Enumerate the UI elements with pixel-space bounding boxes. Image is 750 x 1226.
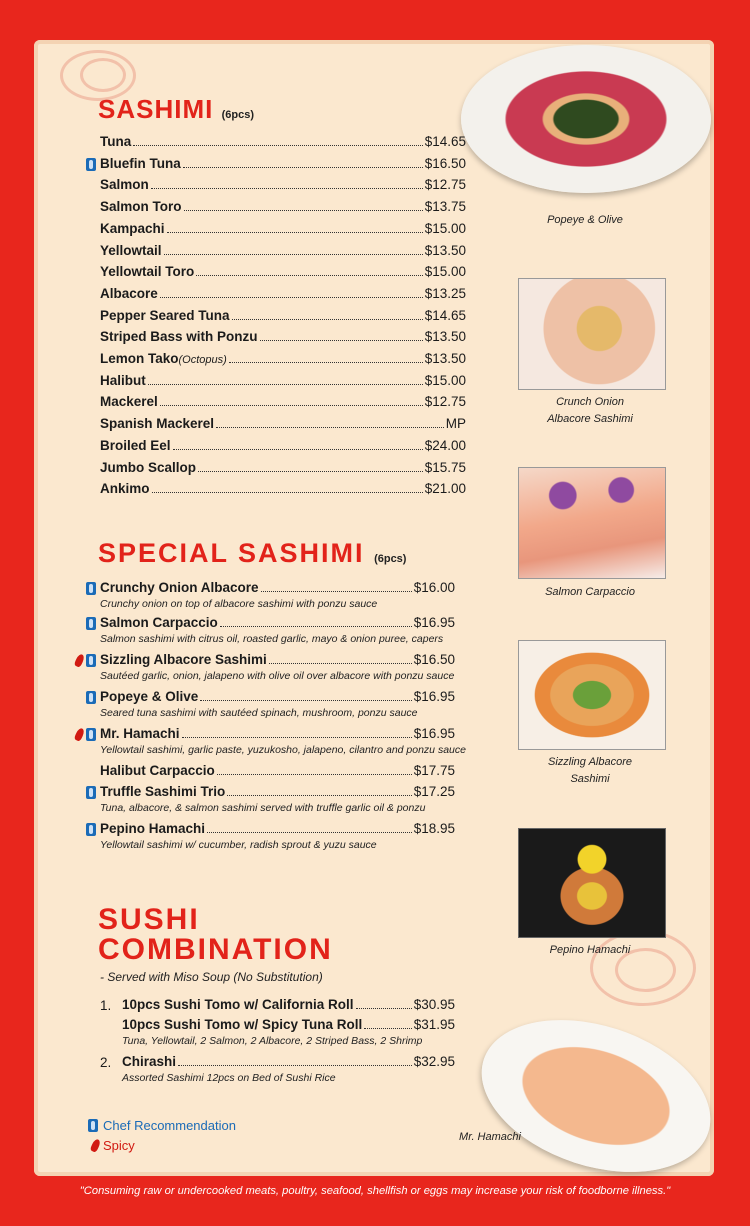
item-price: $24.00 (424, 437, 466, 453)
item-price: $16.00 (413, 580, 455, 595)
item-name: Jumbo Scallop (100, 459, 197, 475)
chef-recommendation-icon (86, 582, 96, 595)
leader-dots (198, 471, 423, 472)
leader-dots (232, 319, 423, 320)
chef-recommendation-icon (86, 158, 96, 171)
leader-dots (356, 1008, 412, 1009)
sashimi-item (100, 416, 466, 431)
item-name: Lemon Tako (100, 351, 179, 366)
item-price: $13.50 (424, 351, 466, 366)
leader-dots (178, 1065, 412, 1066)
sashimi-item (100, 221, 466, 236)
combo-item1a (122, 997, 455, 1012)
item-name: Popeye & Olive (100, 689, 199, 704)
leader-dots (182, 737, 412, 738)
item-description: Seared tuna sashimi with sautéed spinach, mushroom, ponzu sauce (100, 707, 418, 719)
sashimi-item (100, 199, 466, 214)
item-price: $15.00 (424, 372, 466, 388)
item-name: Spanish Mackerel (100, 416, 215, 432)
item-price: $15.00 (424, 220, 466, 236)
item-name: Crunchy Onion Albacore (100, 580, 259, 595)
item-name: Salmon (100, 177, 149, 193)
legend-spicy-label: Spicy (103, 1138, 135, 1153)
item-price: $13.75 (424, 199, 466, 215)
sashimi-pcs: (6pcs) (221, 109, 254, 121)
leader-dots (196, 275, 422, 276)
item-name: Mackerel (100, 394, 158, 410)
item-name: Albacore (100, 285, 158, 301)
sashimi-item (100, 460, 466, 475)
sashimi-item (100, 286, 466, 301)
item-name: Pepper Seared Tuna (100, 307, 230, 323)
special-item (100, 652, 455, 667)
item-name: Salmon Carpaccio (100, 615, 218, 630)
combo-item1b-price: $31.95 (413, 1017, 455, 1032)
caption-sizzling-line1: Sizzling Albacore (548, 756, 632, 768)
item-price: $14.65 (424, 134, 466, 149)
sashimi-item (100, 243, 466, 258)
sashimi-item (100, 264, 466, 279)
item-price: $15.75 (424, 459, 466, 475)
caption-salmon: Salmon Carpaccio (545, 586, 635, 598)
item-description: Crunchy onion on top of albacore sashimi with ponzu sauce (100, 598, 378, 610)
leader-dots (207, 832, 412, 833)
caption-hamachi: Mr. Hamachi (459, 1131, 521, 1143)
chef-recommendation-icon (86, 786, 96, 799)
special-pcs: (6pcs) (374, 553, 407, 565)
combo-item1-number: 1. (100, 998, 112, 1013)
leader-dots (227, 795, 411, 796)
sashimi-item (100, 177, 466, 192)
item-price: $16.95 (413, 615, 455, 630)
combo-item2-name: Chirashi (122, 1054, 177, 1069)
leader-dots (260, 340, 423, 341)
combo-item1-desc: Tuna, Yellowtail, 2 Salmon, 2 Albacore, 2 Striped Bass, 2 Shrimp (122, 1035, 423, 1047)
special-item (100, 580, 455, 595)
item-name: Yellowtail Toro (100, 264, 195, 280)
leader-dots (217, 774, 412, 775)
combo-title-line1: SUSHI (98, 903, 200, 936)
item-price: $13.50 (424, 329, 466, 345)
item-name: Mr. Hamachi (100, 726, 180, 741)
item-price: $13.25 (424, 285, 466, 301)
sashimi-item (100, 134, 466, 149)
item-price: $13.50 (424, 242, 466, 258)
sashimi-item (100, 156, 466, 171)
item-name: Truffle Sashimi Trio (100, 784, 226, 799)
leader-dots (216, 427, 444, 428)
item-name: Salmon Toro (100, 199, 182, 215)
leader-dots (229, 362, 423, 363)
leader-dots (269, 663, 412, 664)
item-description: Yellowtail sashimi w/ cucumber, radish sprout & yuzu sauce (100, 839, 377, 851)
item-price: $16.95 (413, 726, 455, 741)
sashimi-title: SASHIMI (6pcs) (98, 94, 254, 124)
item-price: $16.50 (424, 155, 466, 171)
crunch-onion-photo (518, 278, 666, 390)
chef-recommendation-icon (86, 617, 96, 630)
combo-item2-price: $32.95 (413, 1054, 455, 1069)
combo-item1a-name: 10pcs Sushi Tomo w/ California Roll (122, 997, 354, 1012)
chef-recommendation-icon (86, 654, 96, 667)
item-price: $21.00 (424, 481, 466, 497)
item-name: Kampachi (100, 220, 165, 236)
leader-dots (261, 591, 412, 592)
leader-dots (133, 145, 422, 146)
item-price: $16.95 (413, 689, 455, 704)
leader-dots (184, 210, 423, 211)
food-safety-disclaimer: "Consuming raw or undercooked meats, poultry, seafood, shellfish or eggs may increase your risk of foodborne illness." (79, 1185, 671, 1197)
special-item (100, 763, 455, 778)
item-name: Sizzling Albacore Sashimi (100, 652, 267, 667)
item-price: $18.95 (413, 821, 455, 836)
popeye-olive-photo (461, 45, 711, 193)
leader-dots (173, 449, 423, 450)
item-name: Pepino Hamachi (100, 821, 206, 836)
leader-dots (151, 188, 423, 189)
chef-recommendation-icon (88, 1119, 98, 1132)
caption-pepino: Pepino Hamachi (549, 944, 631, 956)
combo-item1b (122, 1017, 455, 1032)
item-description: Yellowtail sashimi, garlic paste, yuzukosho, jalapeno, cilantro and ponzu sauce (100, 744, 466, 756)
item-name: Broiled Eel (100, 437, 171, 453)
item-price: $15.00 (424, 264, 466, 280)
leader-dots (148, 384, 423, 385)
combo-subtitle: - Served with Miso Soup (No Substitution) (100, 970, 323, 984)
item-price: $14.65 (424, 307, 466, 323)
sashimi-item (100, 394, 466, 409)
pepino-hamachi-photo (518, 828, 666, 938)
item-name: Yellowtail (100, 242, 162, 258)
item-name: Ankimo (100, 481, 150, 497)
item-description: Tuna, albacore, & salmon sashimi served with truffle garlic oil & ponzu (100, 802, 426, 814)
swirl-decoration (80, 58, 126, 92)
sashimi-item (100, 481, 466, 496)
leader-dots (200, 700, 411, 701)
leader-dots (160, 297, 423, 298)
leader-dots (160, 405, 423, 406)
special-item (100, 726, 455, 741)
item-description: Salmon sashimi with citrus oil, roasted garlic, mayo & onion puree, capers (100, 633, 444, 645)
item-price: $12.75 (424, 394, 466, 410)
item-price: $16.50 (413, 652, 455, 667)
special-item (100, 821, 455, 836)
item-price: $17.25 (413, 784, 455, 799)
sizzling-albacore-photo (518, 640, 666, 750)
sashimi-item (100, 373, 466, 388)
leader-dots (152, 492, 423, 493)
caption-popeye: Popeye & Olive (547, 214, 623, 226)
sashimi-item (100, 308, 466, 323)
item-name: Halibut (100, 372, 146, 388)
combo-title-line2: COMBINATION (98, 933, 333, 966)
sashimi-item (100, 351, 466, 366)
caption-crunch-line2: Albacore Sashimi (547, 413, 633, 425)
combo-item2-number: 2. (100, 1055, 112, 1070)
combo-item1a-price: $30.95 (413, 997, 455, 1012)
sashimi-item (100, 329, 466, 344)
item-price: $17.75 (413, 763, 455, 778)
special-sashimi-title: SPECIAL SASHIMI (6pcs) (98, 538, 407, 568)
leader-dots (220, 626, 412, 627)
leader-dots (164, 254, 423, 255)
item-description: Sautéed garlic, onion, jalapeno with olive oil over albacore with ponzu sauce (100, 670, 455, 682)
item-name: Tuna (100, 134, 132, 149)
special-item (100, 615, 455, 630)
caption-sizzling-line2: Sashimi (570, 773, 610, 785)
special-item (100, 689, 455, 704)
special-item (100, 784, 455, 799)
item-name: Bluefin Tuna (100, 155, 181, 171)
combo-item2-desc: Assorted Sashimi 12pcs on Bed of Sushi Rice (122, 1072, 336, 1084)
combo-item2 (122, 1054, 455, 1069)
item-name: Halibut Carpaccio (100, 763, 215, 778)
item-name: Striped Bass with Ponzu (100, 329, 258, 345)
item-note: (Octopus) (178, 354, 227, 366)
legend-chef-label: Chef Recommendation (103, 1118, 236, 1133)
item-price: $12.75 (424, 177, 466, 193)
sashimi-item (100, 438, 466, 453)
leader-dots (183, 167, 423, 168)
salmon-carpaccio-photo (518, 467, 666, 579)
chef-recommendation-icon (86, 691, 96, 704)
combo-item1b-name: 10pcs Sushi Tomo w/ Spicy Tuna Roll (122, 1017, 363, 1032)
item-price: MP (445, 416, 466, 432)
leader-dots (364, 1028, 411, 1029)
chef-recommendation-icon (86, 728, 96, 741)
chef-recommendation-icon (86, 823, 96, 836)
caption-crunch-line1: Crunch Onion (556, 396, 624, 408)
leader-dots (167, 232, 423, 233)
